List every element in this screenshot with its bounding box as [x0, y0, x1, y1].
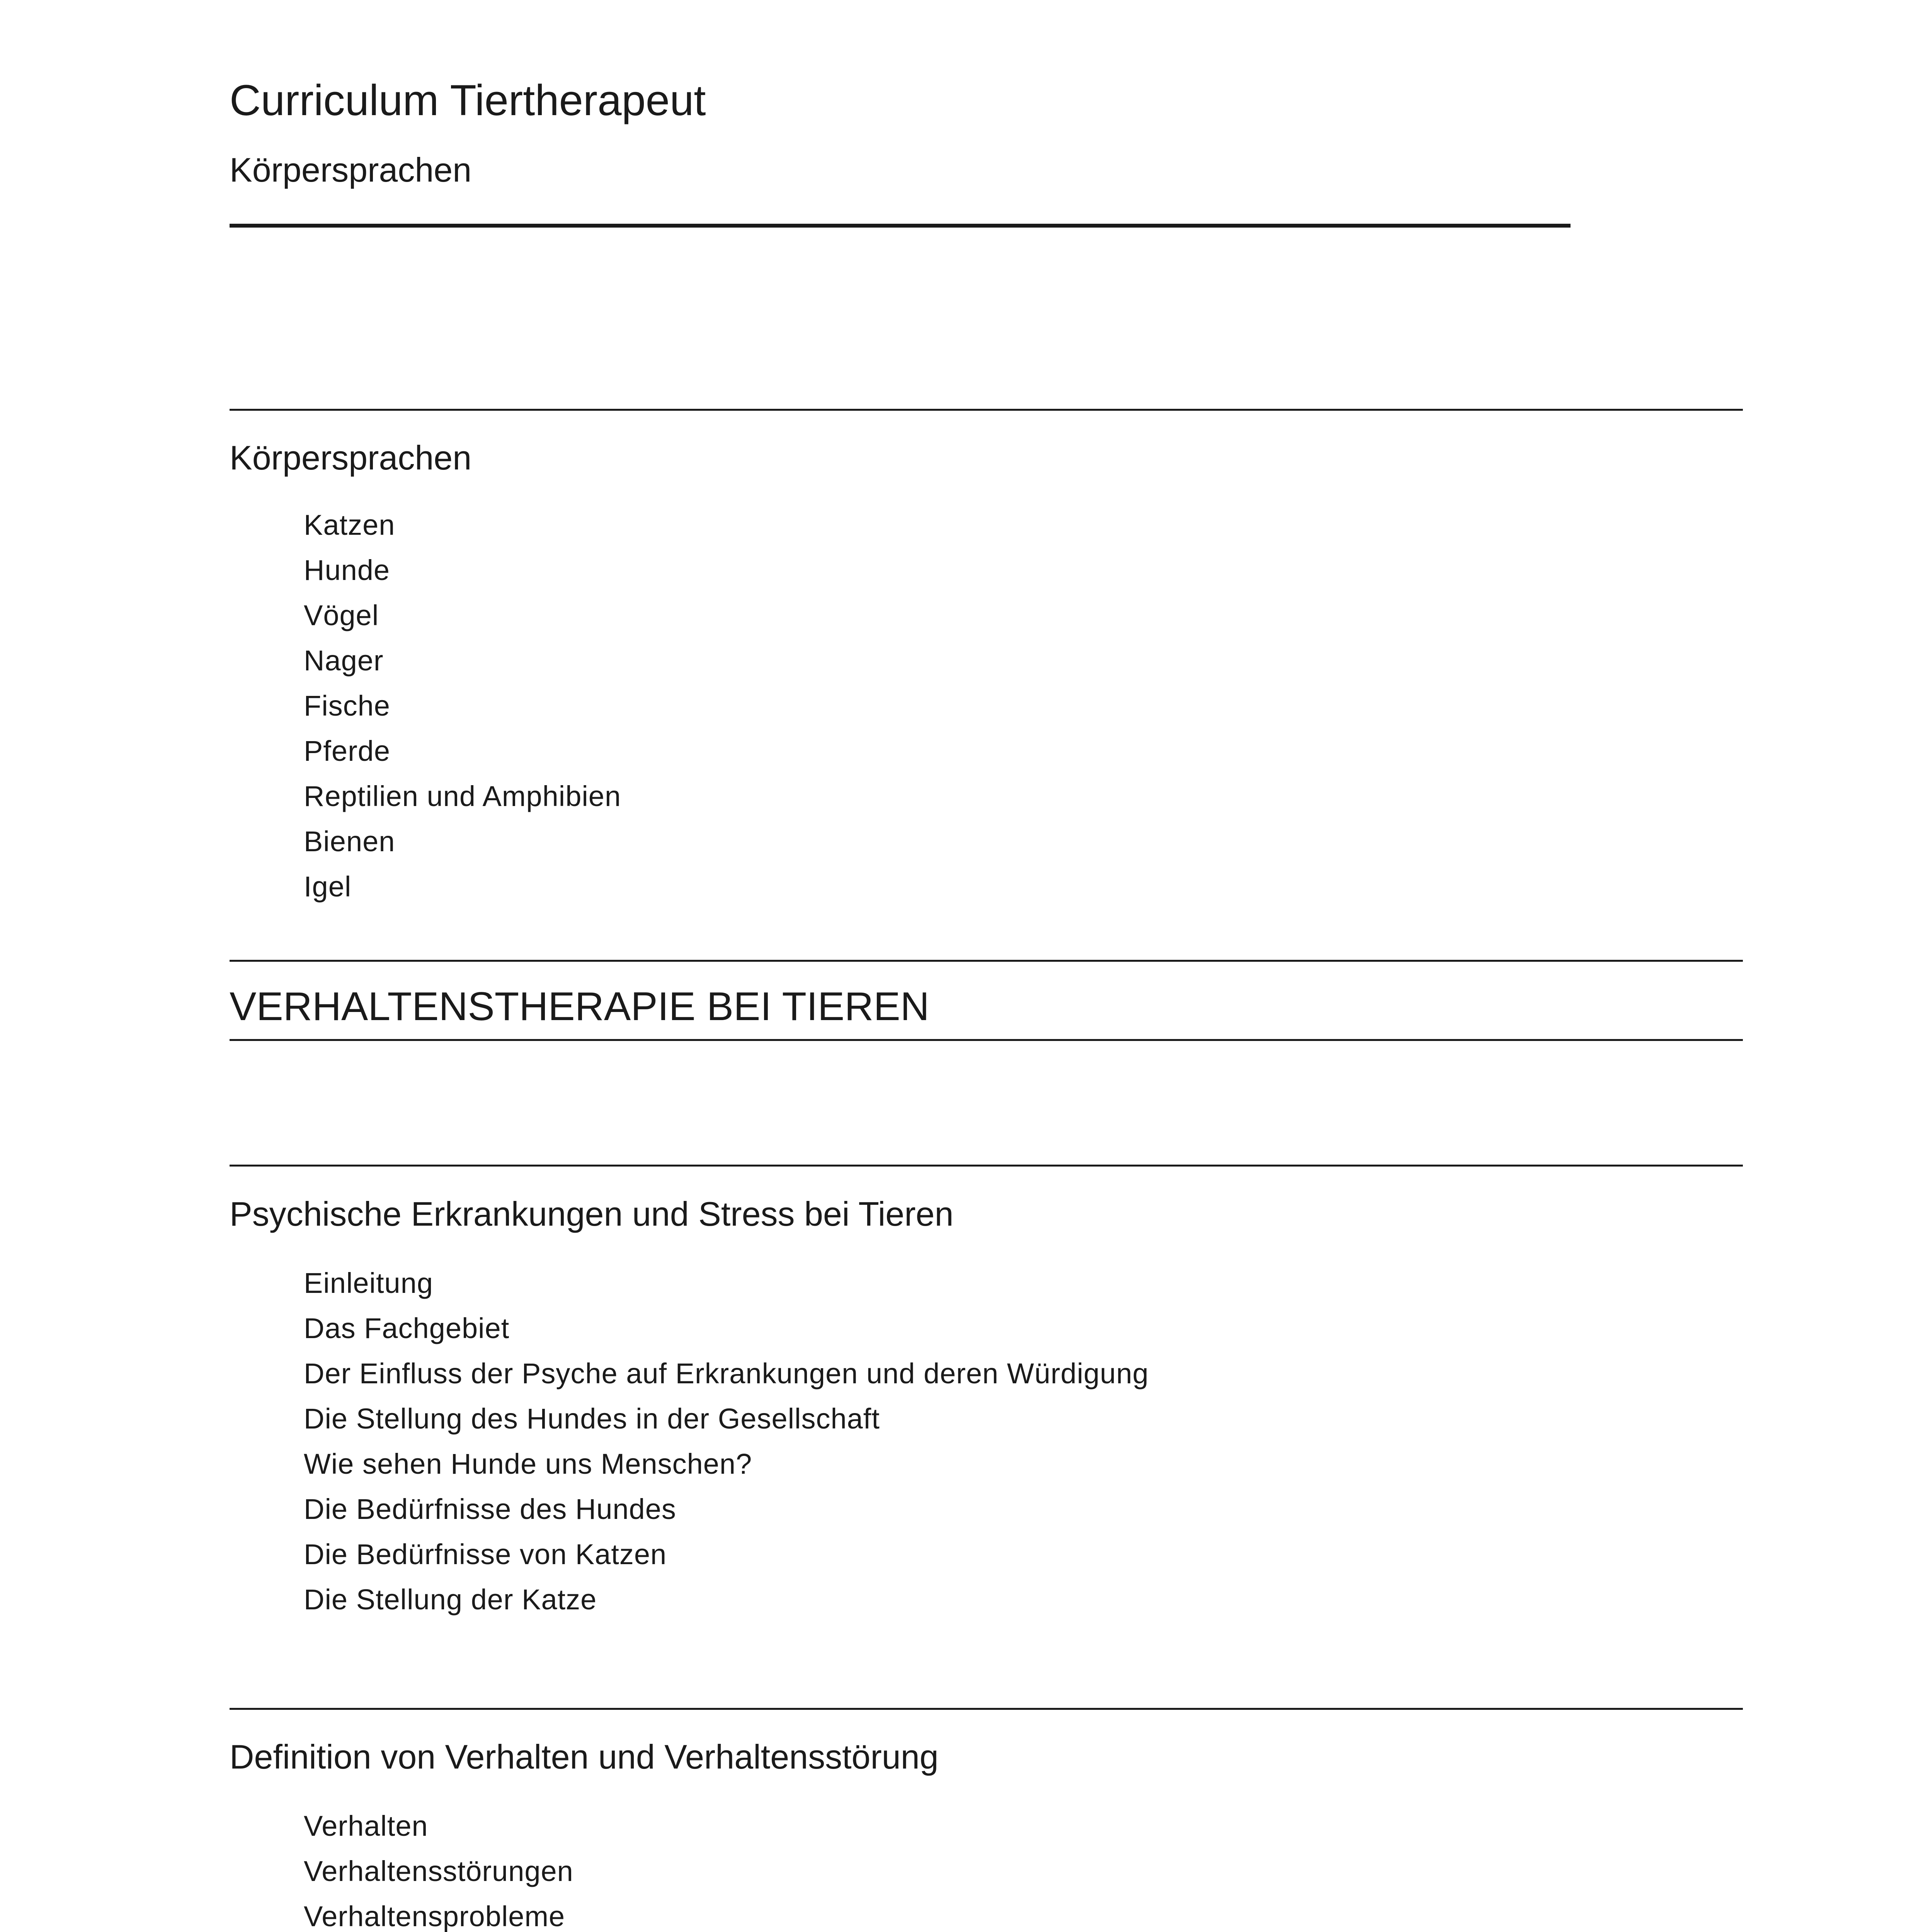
list-item: Das Fachgebiet — [304, 1312, 510, 1344]
list-item: Reptilien und Amphibien — [304, 780, 621, 812]
list-item: Die Stellung des Hundes in der Gesellschaft — [304, 1403, 880, 1435]
list-item: Pferde — [304, 735, 391, 767]
item-list-psychische — [304, 1266, 1149, 1628]
list-item: Katzen — [304, 509, 395, 541]
list-item: Wie sehen Hunde uns Menschen? — [304, 1448, 752, 1480]
chapter-title: VERHALTENSTHERAPIE BEI TIEREN — [230, 984, 929, 1029]
header-divider — [230, 224, 1571, 228]
list-item: Fische — [304, 690, 390, 722]
item-list-definition — [304, 1809, 573, 1932]
chapter-divider-top — [230, 960, 1743, 962]
item-list-koerpersprachen — [304, 508, 621, 915]
section-divider — [230, 409, 1743, 411]
section-title-definition: Definition von Verhalten und Verhaltensstörung — [230, 1738, 939, 1776]
list-item: Die Stellung der Katze — [304, 1583, 597, 1616]
list-item: Der Einfluss der Psyche auf Erkrankungen und deren Würdigung — [304, 1357, 1149, 1389]
document-subtitle: Körpersprachen — [230, 151, 472, 189]
section-divider — [230, 1708, 1743, 1710]
section-title-koerpersprachen: Körpersprachen — [230, 439, 472, 477]
list-item: Hunde — [304, 554, 390, 586]
section-title-psychische: Psychische Erkrankungen und Stress bei Tieren — [230, 1195, 954, 1233]
list-item: Die Bedürfnisse des Hundes — [304, 1493, 676, 1525]
section-divider — [230, 1165, 1743, 1167]
list-item: Verhaltensstörungen — [304, 1855, 573, 1887]
list-item: Nager — [304, 645, 384, 677]
list-item: Bienen — [304, 825, 395, 857]
list-item: Igel — [304, 871, 352, 903]
chapter-divider-bottom — [230, 1039, 1743, 1041]
list-item: Vögel — [304, 599, 379, 631]
list-item: Verhaltensprobleme — [304, 1900, 565, 1932]
list-item: Einleitung — [304, 1267, 434, 1299]
list-item: Die Bedürfnisse von Katzen — [304, 1538, 667, 1570]
document-title: Curriculum Tiertherapeut — [230, 76, 706, 124]
list-item: Verhalten — [304, 1810, 428, 1842]
